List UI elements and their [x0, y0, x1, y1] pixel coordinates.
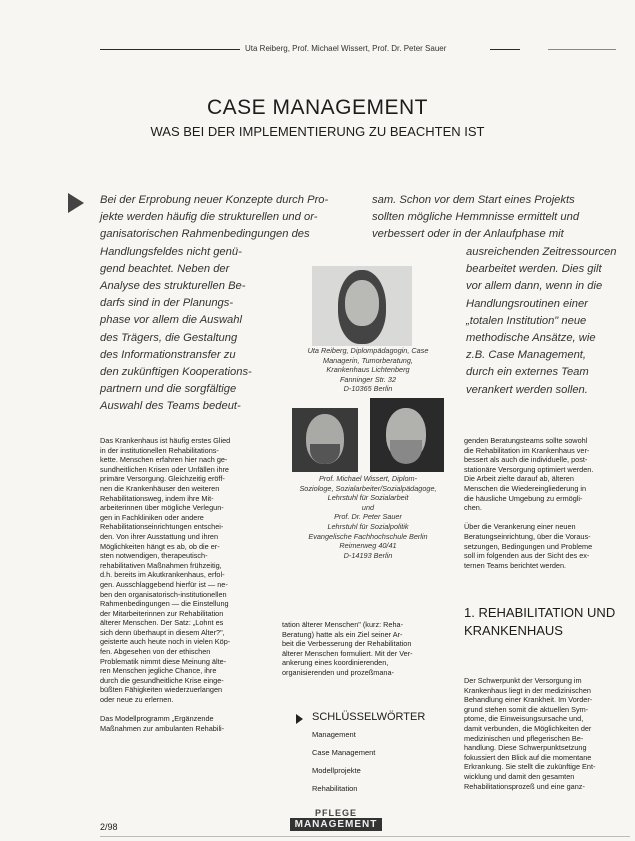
body-line: ben den organisatorisch-institutionellen: [100, 589, 227, 599]
caption-line: Fanninger Str. 32: [339, 374, 397, 384]
caption-line: Krankenhaus Lichtenberg: [326, 365, 410, 375]
body-line: chen.: [464, 503, 482, 513]
body-line: Menschen die Wiedereingliederung in: [464, 483, 587, 493]
body-line: Möglichkeiten hängt es ab, ob die er-: [100, 541, 220, 551]
body-line: damit verbunden, die Möglichkeiten der: [464, 723, 592, 733]
body-column-3: [464, 436, 630, 570]
body-line: ankerung eines koordinierenden,: [282, 658, 389, 668]
caption-line: Reimerweg 40/41: [339, 541, 397, 551]
lead-line: darfs sind in der Planungs-: [100, 297, 234, 310]
body-line: durch die gesundheitliche Krise einge-: [100, 675, 224, 685]
body-line: Das Krankenhaus ist häufig erstes Glied: [100, 436, 231, 445]
body-line: Erkrankung. Sie stellt die zukünftige Ent-: [464, 762, 596, 772]
lead-line: Analyse des strukturellen Be-: [100, 280, 246, 293]
section-heading-line: 1. REHABILITATION UND: [464, 605, 616, 620]
article-title: CASE MANAGEMENT: [206, 96, 429, 119]
body-line: genden Beratungsteams sollte sowohl: [464, 436, 588, 445]
body-column-2: [282, 620, 454, 678]
lead-line: phase vor allem die Auswahl: [100, 314, 242, 327]
body-line: fen. Abgesehen von der ethischen: [100, 647, 211, 657]
body-line: älterer Menschen. Der Satz: „Lohnt es: [100, 618, 224, 628]
lead-line: bearbeitet werden. Dies gilt: [466, 263, 602, 276]
body-line: Rehabilitationseinrichtungen entschei-: [100, 522, 224, 532]
lead-line: ausreichenden Zeitressourcen: [466, 246, 617, 258]
photo-beard: [390, 440, 422, 464]
body-line: sten notwendigen, therapeutisch-: [100, 551, 208, 561]
body-line: Rehabilitationsprozeß und eine ganz-: [464, 781, 585, 791]
lead-line: ganisatorischen Rahmenbedingungen des: [100, 228, 310, 241]
body-line: in der institutionellen Rehabilitations-: [100, 445, 219, 455]
body-line: Krankenhaus liegt in der medizinischen: [464, 685, 591, 695]
body-line: [464, 513, 630, 523]
body-line: die häusliche Umgebung zu ermögli-: [464, 493, 583, 503]
caption-line: D-10365 Berlin: [343, 384, 393, 394]
body-line: Die Arbeit zielte darauf ab, älteren: [464, 474, 574, 484]
body-line: Maßnahmen zur ambulanten Rehabili-: [100, 723, 225, 733]
body-line: Über die Verankerung einer neuen: [464, 522, 576, 532]
caption-reiberg: [282, 346, 454, 394]
author-photo-reiberg: [312, 266, 412, 346]
lead-line: Handlungsfeldes nicht genü-: [100, 245, 242, 258]
body-line: fokussiert den Blick auf die momentane: [464, 752, 592, 762]
body-column-3b: [464, 676, 630, 791]
caption-line: Prof. Michael Wissert, Diplom-: [318, 474, 418, 483]
keywords-heading: SCHLÜSSELWÖRTER: [312, 711, 426, 723]
body-line: organisierenden und prozeßmana-: [282, 667, 394, 677]
lead-line: vor allem dann, wenn in die: [466, 280, 603, 293]
body-line: grund stehen somit die aktuellen Sym-: [464, 704, 589, 714]
body-line: setzungen, Bedingungen und Probleme: [464, 541, 593, 551]
body-line: kette. Menschen erfahren hier nach ge-: [100, 455, 228, 465]
caption-line: D-14193 Berlin: [343, 550, 393, 560]
author-line: Uta Reiberg, Prof. Michael Wissert, Prof. Dr. Peter Sauer: [245, 44, 447, 53]
body-line: handlung. Diese Schwerpunktsetzung: [464, 743, 587, 753]
body-line: Beratung) hatte als ein Ziel seiner Ar-: [282, 629, 403, 639]
body-line: sich denn überhaupt in diesem Alter?",: [100, 627, 225, 637]
lead-line: „totalen Institution" neue: [466, 314, 587, 327]
body-line: stationäre Versorgung optimiert werden.: [464, 464, 594, 474]
body-line: Rahmenbedingungen — die Einstellung: [100, 599, 229, 609]
body-line: sundheitlichen Krisen oder Unfällen ihre: [100, 464, 229, 474]
lead-right-column: [466, 244, 630, 399]
lead-line: sam. Schon vor dem Start eines Projekts: [372, 194, 575, 206]
keyword-item: Case Management: [312, 748, 376, 757]
body-line: gen. Ausschlaggebend hierfür ist — ne-: [100, 579, 228, 589]
body-line: ren Menschen jegliche Chance, ihre: [100, 666, 217, 676]
keywords-box: [282, 706, 454, 806]
lead-line: partnern und die sorgfältige: [100, 383, 237, 396]
keyword-item: Modellprojekte: [312, 766, 361, 775]
header-rule-far-right: [548, 49, 616, 50]
caption-line: Evangelische Fachhochschule Berlin: [308, 531, 428, 541]
header-rule-right: [490, 49, 520, 50]
author-photo-wissert: [292, 408, 358, 472]
body-line: Das Modellprogramm „Ergänzende: [100, 714, 214, 724]
footer-rule: [100, 836, 630, 837]
body-line: den. Von ihrer Ausstattung und ihren: [100, 531, 219, 541]
body-line: Behandlung einer Krankheit. Im Vorder-: [464, 695, 593, 705]
body-line: tation älterer Menschen" (kurz: Reha-: [282, 620, 404, 629]
body-line: Problematik nimmt diese Meinung älte-: [100, 656, 227, 666]
body-line: älterer Menschen formuliert. Mit der Ver-: [282, 648, 413, 658]
lead-line: verbessert oder in der Anlaufphase mit: [372, 228, 564, 241]
body-line: Beratungseinrichtung, über die Voraus-: [464, 531, 591, 541]
body-line: d.h. bereits im Akutkrankenhaus, erfol-: [100, 570, 225, 580]
body-line: wicklung und damit den gesamten: [464, 771, 575, 781]
caption-line: Uta Reiberg, Diplompädagogin, Case: [307, 346, 429, 355]
body-line: soll im folgenden aus der Sicht des ex-: [464, 551, 590, 561]
caption-line: Lehrstuhl für Sozialarbeit: [327, 493, 409, 503]
lead-line: des Trägers, die Gestaltung: [100, 331, 238, 344]
body-line: Der Schwerpunkt der Versorgung im: [464, 676, 582, 685]
keyword-item: Management: [312, 730, 356, 739]
lead-line: Auswahl des Teams bedeut-: [100, 400, 241, 413]
body-line: rehabilitativen Maßnahmen frühzeitig,: [100, 560, 222, 570]
body-line: bessert als auch die individuelle, post-: [464, 455, 588, 465]
journal-logo-top: PFLEGE: [314, 808, 357, 818]
header-rule-left: [100, 49, 240, 50]
body-line: die Rehabilitation im Krankenhaus ver-: [464, 445, 590, 455]
lead-marker-icon: [68, 193, 84, 213]
body-line: beit die Verbesserung der Rehabilitation: [282, 639, 412, 649]
caption-line: Prof. Dr. Peter Sauer: [334, 512, 402, 522]
body-line: [100, 705, 272, 715]
keywords-arrow-icon: [296, 714, 303, 724]
body-line: medizinischen und pflegerischen Be-: [464, 733, 584, 743]
caption-line: Soziologe, Sozialarbeiter/Sozialpädagoge,: [299, 483, 437, 493]
lead-line: gend beachtet. Neben der: [100, 262, 230, 275]
lead-line: jekte werden häufig die strukturellen und or-: [100, 211, 318, 224]
section-heading-line: KRANKENHAUS: [464, 623, 563, 638]
body-line: der Mitarbeiterinnen zur Rehabilitation: [100, 608, 224, 618]
body-line: ternen Teams berichtet werden.: [464, 560, 567, 570]
caption-line: Lehrstuhl für Sozialpolitik: [327, 521, 409, 531]
body-line: gen in Fachkliniken oder andere: [100, 512, 204, 522]
caption-line: und: [361, 502, 375, 512]
photo-beard: [310, 444, 340, 464]
body-column-1: [100, 436, 272, 733]
body-line: primäre Versorgung. Gleichzeitig eröff-: [100, 474, 225, 484]
body-line: arbeiterinnen über mögliche Verlegun-: [100, 503, 224, 513]
body-line: büßten Fähigkeiten wiederzuerlangen: [100, 685, 223, 695]
body-line: nen die Krankenhäuser den weiteren: [100, 483, 220, 493]
keywords-list: [312, 726, 375, 798]
lead-line: durch ein externes Team: [466, 366, 589, 379]
author-photo-sauer: [370, 398, 444, 472]
section-heading: [464, 604, 630, 640]
body-line: Rehabilitationsweg, indem ihre Mit-: [100, 493, 214, 503]
caption-line: Managerin, Tumorberatung,: [323, 355, 413, 365]
lead-line: methodische Ansätze, wie: [466, 332, 596, 345]
lead-line: den zukünftigen Kooperations-: [100, 366, 252, 379]
caption-wissert-sauer: [282, 474, 454, 560]
lead-line: z.B. Case Management,: [466, 349, 587, 362]
body-line: oder neue zu erlernen.: [100, 695, 174, 705]
keyword-item: Rehabilitation: [312, 784, 358, 793]
article-subtitle: WAS BEI DER IMPLEMENTIERUNG ZU BEACHTEN IST: [150, 124, 485, 139]
lead-line: des Informationstransfer zu: [100, 348, 236, 361]
lead-line: Bei der Erprobung neuer Konzepte durch Pro-: [100, 194, 329, 206]
lead-line: sollten mögliche Hemmnisse ermittelt und: [372, 211, 580, 224]
page-number: 2/98: [100, 822, 118, 832]
body-line: ptome, die Einweisungsursache und,: [464, 714, 584, 724]
lead-line: Handlungsroutinen einer: [466, 297, 588, 310]
photo-face: [345, 280, 379, 326]
journal-logo: [290, 808, 382, 836]
journal-logo-bottom: MANAGEMENT: [290, 818, 382, 831]
lead-right-top: [372, 192, 630, 244]
body-line: geisterte auch heute noch in vielen Köp-: [100, 637, 231, 647]
lead-line: verankert werden sollen.: [466, 383, 588, 396]
